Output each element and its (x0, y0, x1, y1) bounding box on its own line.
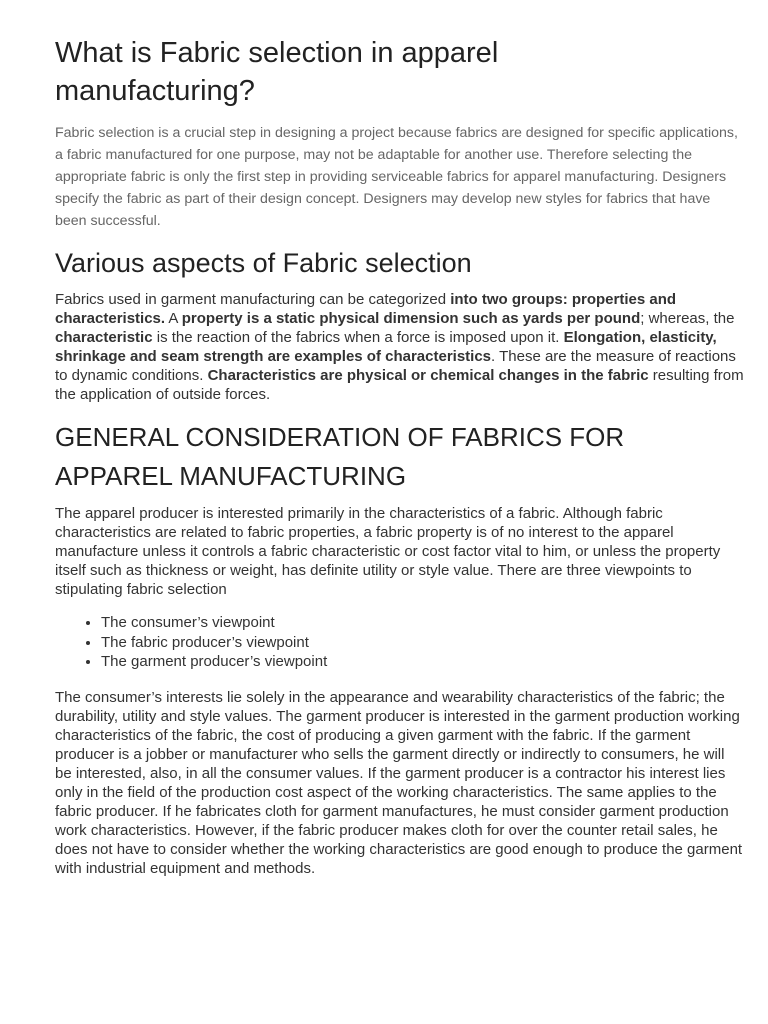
general-paragraph-1: The apparel producer is interested primarily in the characteristics of a fabric. Although fabric characteristics are related to fabric properties, a fabric property is of no interest to the apparel manufacture unless it controls a fabric characteristic or cost factor vital to him, or unless the property itself such as thickness or weight, has definite utility or style value. There are three viewpoints to stipulating fabric selection (55, 505, 721, 598)
aspects-paragraph (55, 290, 745, 404)
section-heading-aspects: Various aspects of Fabric selection (55, 248, 472, 278)
list-item: • The consumer’s viewpoint (101, 613, 738, 633)
section-heading-general-consideration: GENERAL CONSIDERATION OF FABRICS FOR APPAREL MANUFACTURING (55, 422, 625, 491)
general-paragraph-2: The consumer’s interests lie solely in the appearance and wearability characteristics of the fabric; the durability, utility and style values. The garment producer is interested in the garment production working characteristics of the fabric, the cost of producing a given garment with the fabric. If the garment producer is a jobber or manufacturer who sells the garment directly or indirectly to consumers, he will be interested, also, in all the consumer values. If the garment producer is a contractor his interest lies only in the field of the production cost aspect of the working characteristics. The same applies to the fabric producer. If he fabricates cloth for garment manufactures, he must consider garment production work characteristics. However, if the fabric producer makes cloth for over the counter retail sales, he does not have to consider whether the working characteristics are good enough to produce the garment with industrial equipment and methods. (55, 688, 743, 877)
aspects-segment: Fabrics used in garment manufacturing can be categorized (55, 291, 451, 308)
aspects-segment: ; whereas, the (640, 310, 735, 327)
aspects-segment-bold: property is a static physical dimension such as yards per pound (181, 310, 641, 327)
aspects-segment-bold: into two groups: properties and characteristics. (55, 291, 677, 327)
list-item: • The fabric producer’s viewpoint (101, 633, 738, 653)
aspects-segment: A (165, 310, 182, 327)
aspects-segment: resulting from the application of outside forces. (55, 367, 744, 403)
aspects-segment: . These are the measure of reactions to dynamic conditions. (55, 348, 736, 384)
aspects-segment-bold: Elongation, elasticity, shrinkage and seam strength are examples of characteristics (55, 329, 717, 365)
intro-paragraph: Fabric selection is a crucial step in designing a project because fabrics are designed for specific applications, a fabric manufactured for one purpose, may not be adaptable for another use. Therefore selecting the appropriate fabric is only the first step in providing serviceable fabrics for apparel manufacturing. Designers specify the fabric as part of their design concept. Designers may develop new styles for fabrics that have been successful. (55, 125, 738, 229)
aspects-segment-bold: Characteristics are physical or chemical changes in the fabric (207, 367, 649, 384)
aspects-segment: is the reaction of the fabrics when a force is imposed upon it. (152, 329, 564, 346)
list-item: • The garment producer’s viewpoint (101, 652, 738, 672)
aspects-segment-bold: characteristic (55, 329, 153, 346)
viewpoints-list (55, 613, 738, 672)
page-title: What is Fabric selection in apparel manufacturing? (55, 37, 499, 107)
